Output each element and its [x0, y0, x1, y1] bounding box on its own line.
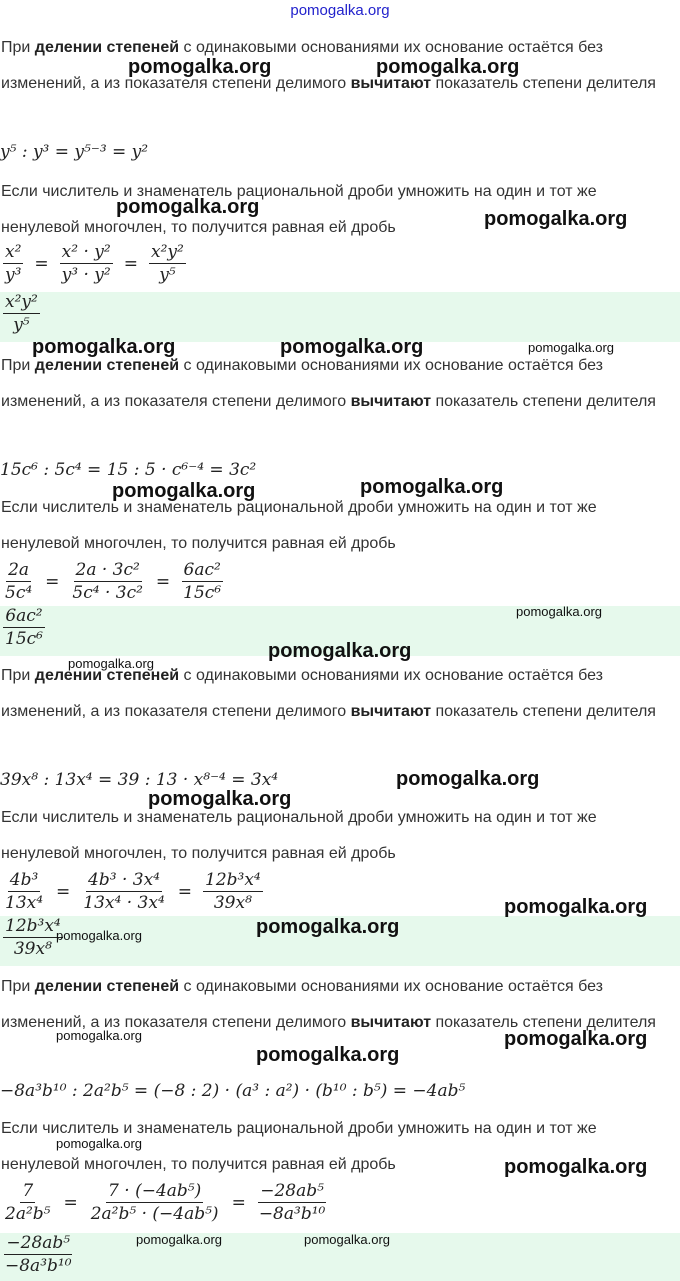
- fraction: $\frac{7}{\text{2a²b⁵}}$: [5, 1181, 51, 1224]
- rule-paragraph: При делении степеней с одинаковыми основаниями их основание остаётся без изменений, а из показателя степени делимого вычитают показатель степени делителя: [1, 357, 656, 410]
- fraction: $\frac{\text{−28ab⁵}}{\text{−8a³b¹⁰}}$: [258, 1181, 326, 1224]
- watermark: pomogalka.org: [112, 480, 256, 502]
- watermark: pomogalka.org: [376, 56, 520, 78]
- rule-paragraph: При делении степеней с одинаковыми основаниями их основание остаётся без изменений, а из показателя степени делимого вычитают показатель степени делителя: [1, 978, 656, 1031]
- watermark: pomogalka.org: [68, 656, 154, 671]
- watermark: pomogalka.org: [528, 340, 614, 355]
- power-equation: −8a³b¹⁰ : 2a²b⁵ = (−8 : 2) · (a³ : a²) · (b¹⁰ : b⁵) = −4ab⁵: [0, 1081, 466, 1101]
- site-header[interactable]: pomogalka.org: [290, 2, 390, 19]
- fraction-equation: $\frac{7}{\text{2a²b⁵}}$ = $\frac{\text{7 · (−4ab⁵)}}{\text{2a²b⁵ · (−4ab⁵)}}$ = $\frac{\text{−28ab⁵}}{\text{−8a³b¹⁰}}$: [5, 1181, 326, 1224]
- fraction-equation: $\frac{\text{4b³}}{\text{13x⁴}}$ = $\frac{\text{4b³ · 3x⁴}}{\text{13x⁴ · 3x⁴}}$ = $\frac{\text{12b³x⁴}}{\text{39x⁸}}$: [5, 870, 261, 913]
- rule-paragraph: При делении степеней с одинаковыми основаниями их основание остаётся без изменений, а из показателя степени делимого вычитают показатель степени делителя: [1, 667, 656, 720]
- watermark: pomogalka.org: [280, 336, 424, 358]
- fraction: $\frac{\text{6ac²}}{\text{15c⁶}}$: [183, 560, 222, 603]
- fraction-rule-paragraph: Если числитель и знаменатель рациональной дроби умножить на один и тот же ненулевой многочлен, то получится равная ей дробь: [1, 499, 597, 552]
- answer-fraction: $\frac{\text{12b³x⁴}}{\text{39x⁸}}$: [5, 916, 61, 959]
- watermark: pomogalka.org: [56, 1136, 142, 1151]
- fraction-rule-paragraph: Если числитель и знаменатель рациональной дроби умножить на один и тот же ненулевой многочлен, то получится равная ей дробь: [1, 183, 597, 236]
- fraction-equation: $\frac{2a}{\text{5c⁴}}$ = $\frac{\text{2a · 3c²}}{\text{5c⁴ · 3c²}}$ = $\frac{\text{6ac²}}{\text{15c⁶}}$: [5, 560, 222, 603]
- watermark: pomogalka.org: [268, 640, 412, 662]
- watermark: pomogalka.org: [56, 928, 142, 943]
- fraction-equation: $\frac{\text{x²}}{\text{y³}}$ = $\frac{\text{x² · y²}}{\text{y³ · y²}}$ = $\frac{\text{x²y²}}{\text{y⁵}}$: [5, 242, 184, 285]
- answer-box: [0, 292, 680, 342]
- answer-fraction: $\frac{\text{x²y²}}{\text{y⁵}}$: [5, 292, 38, 335]
- watermark: pomogalka.org: [504, 896, 648, 918]
- watermark: pomogalka.org: [116, 196, 260, 218]
- watermark: pomogalka.org: [256, 916, 400, 938]
- fraction: $\frac{\text{x²y²}}{\text{y⁵}}$: [150, 242, 184, 285]
- fraction: $\frac{\text{7 · (−4ab⁵)}}{\text{2a²b⁵ · (−4ab⁵)}}$: [90, 1181, 219, 1224]
- fraction: $\frac{2a}{\text{5c⁴}}$: [5, 560, 33, 603]
- fraction: $\frac{\text{4b³}}{\text{13x⁴}}$: [5, 870, 44, 913]
- watermark: pomogalka.org: [484, 208, 628, 230]
- answer-fraction: $\frac{\text{6ac²}}{\text{15c⁶}}$: [5, 606, 43, 649]
- fraction: $\frac{\text{4b³ · 3x⁴}}{\text{13x⁴ · 3x⁴}}$: [83, 870, 165, 913]
- fraction: $\frac{\text{x²}}{\text{y³}}$: [5, 242, 22, 285]
- watermark: pomogalka.org: [516, 604, 602, 619]
- watermark: pomogalka.org: [360, 476, 504, 498]
- watermark: pomogalka.org: [148, 788, 292, 810]
- watermark: pomogalka.org: [396, 768, 540, 790]
- watermark: pomogalka.org: [136, 1232, 222, 1247]
- power-equation: 15c⁶ : 5c⁴ = 15 : 5 · c⁶⁻⁴ = 3c²: [0, 460, 257, 480]
- watermark: pomogalka.org: [504, 1156, 648, 1178]
- power-equation: 39x⁸ : 13x⁴ = 39 : 13 · x⁸⁻⁴ = 3x⁴: [0, 770, 279, 790]
- watermark: pomogalka.org: [304, 1232, 390, 1247]
- watermark: pomogalka.org: [504, 1028, 648, 1050]
- answer-fraction: $\frac{\text{−28ab⁵}}{\text{−8a³b¹⁰}}$: [5, 1233, 72, 1276]
- watermark: pomogalka.org: [56, 1028, 142, 1043]
- watermark: pomogalka.org: [256, 1044, 400, 1066]
- power-equation: y⁵ : y³ = y⁵⁻³ = y²: [0, 142, 149, 162]
- watermark: pomogalka.org: [128, 56, 272, 78]
- fraction-rule-paragraph: Если числитель и знаменатель рациональной дроби умножить на один и тот же ненулевой многочлен, то получится равная ей дробь: [1, 809, 597, 862]
- fraction: $\frac{\text{x² · y²}}{\text{y³ · y²}}$: [61, 242, 111, 285]
- fraction: $\frac{\text{2a · 3c²}}{\text{5c⁴ · 3c²}}$: [72, 560, 143, 603]
- watermark: pomogalka.org: [32, 336, 176, 358]
- fraction: $\frac{\text{12b³x⁴}}{\text{39x⁸}}$: [205, 870, 261, 913]
- rule-paragraph: При делении степеней с одинаковыми основаниями их основание остаётся без изменений, а из показателя степени делимого вычитают показатель степени делителя: [1, 39, 656, 92]
- fraction-rule-paragraph: Если числитель и знаменатель рациональной дроби умножить на один и тот же ненулевой многочлен, то получится равная ей дробь: [1, 1120, 597, 1173]
